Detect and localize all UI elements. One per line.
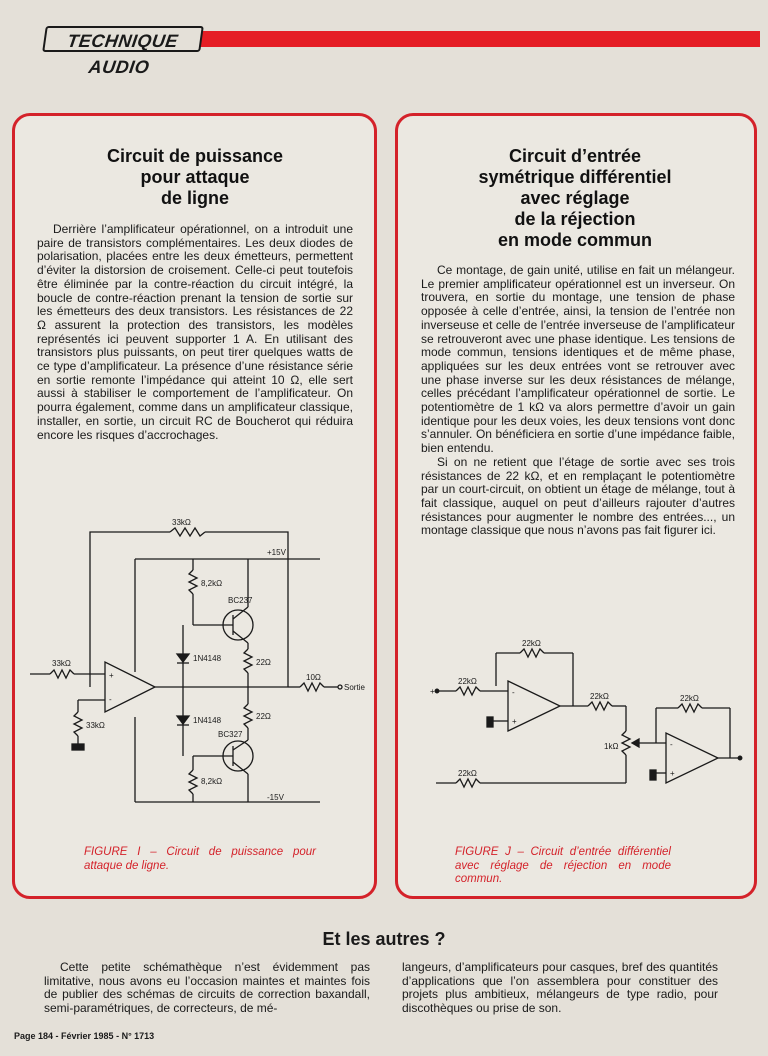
output-terminal (338, 685, 342, 689)
supply-neg-label: -15V (267, 793, 284, 802)
output-resistor-label: 10Ω (306, 673, 321, 682)
input-resistor-2-label: 22kΩ (458, 769, 477, 778)
feedback-resistor-1 (520, 649, 544, 657)
emitter-resistor-bottom-label: 22Ω (256, 712, 271, 721)
diode-bottom-label: 1N4148 (193, 716, 222, 725)
opamp-1-minus: - (512, 688, 515, 697)
right-panel-title (420, 146, 730, 251)
right-body-paragraph: Si on ne retient que l’étage de sortie avec ses trois résistances de 22 kΩ, et en remplaçant le potentiomètre par un court-circuit, on obtient un étage de mélange, tout à fait classique, auquel on peut d’ailleurs rajouter d’autres résistances pour augmenter le nombre des entrées..., un montage classique que nous n’avons pas fait figurer ici. (421, 454, 735, 538)
figure-j-caption: FIGURE J – Circuit d’entrée différentiel avec réglage de réjection en mode commun. (455, 846, 671, 885)
potentiometer-wiper (632, 739, 639, 747)
feedback-resistor-label: 33kΩ (172, 518, 191, 527)
right-title-line: de la réjection (514, 209, 636, 229)
emitter-resistor-bottom (244, 704, 252, 728)
bias-resistor-bottom (189, 770, 197, 794)
ground-resistor (74, 712, 82, 736)
right-title-line: avec réglage (520, 188, 630, 208)
right-title-line: en mode commun (497, 230, 653, 250)
feedback-resistor-1-label: 22kΩ (522, 639, 541, 648)
feedback-resistor-2 (678, 704, 702, 712)
input-resistor-label: 33kΩ (52, 659, 71, 668)
bias-resistor-top (189, 570, 197, 594)
header-red-bar (200, 31, 760, 47)
emitter-resistor-top-label: 22Ω (256, 658, 271, 667)
bottom-column-2: langeurs, d’amplificateurs pour casques, bref des quantités d’applications que l’on assemblera pour constituer des projets plus ambitieux, mélangeurs de type radio, pour discothèques ou prise de son. (402, 960, 718, 1016)
feedback-wire (90, 532, 170, 687)
input-plus-label: + (430, 687, 435, 696)
figure-i-caption: FIGURE I – Circuit de puissance pour attaque de ligne. (84, 846, 316, 872)
opamp-figure-i (105, 662, 155, 712)
bottom-column-1: Cette petite schémathèque n’est évidemment pas limitative, nous avons eu l’occasion maintes et maintes fois de publier des schémas de circuits de correction baxandall, semi-paramétriques, de correcteurs, de mé- (44, 960, 370, 1016)
bottom-section-title: Et les autres ? (322, 929, 446, 949)
supply-pos-label: +15V (267, 548, 286, 557)
left-title-line: pour attaque (140, 167, 250, 187)
ground-resistor-label: 33kΩ (86, 721, 105, 730)
mix-resistor-1 (588, 702, 612, 710)
page-footer: Page 184 - Février 1985 - N° 1713 (14, 1031, 155, 1041)
right-title-line: symétrique différentiel (478, 167, 672, 187)
left-title-line: Circuit de puissance (106, 146, 284, 166)
right-panel-body (421, 264, 735, 538)
opamp-1-plus: + (512, 717, 517, 726)
input-resistor-2 (456, 779, 480, 787)
diode-top-label: 1N4148 (193, 654, 222, 663)
potentiometer-label: 1kΩ (604, 742, 619, 751)
figure-i-schematic (30, 512, 370, 812)
section-label: TECHNIQUE AUDIO (42, 26, 204, 52)
opamp-2-minus: - (670, 740, 673, 749)
bias-resistor-top-label: 8,2kΩ (201, 579, 223, 588)
opamp-2-plus: + (670, 769, 675, 778)
transistor-top-label: BC237 (228, 596, 253, 605)
ground-symbol (72, 744, 84, 750)
diode-bottom (177, 716, 189, 724)
output-label: Sortie (344, 683, 365, 692)
opamp-minus: - (109, 695, 112, 704)
ground-symbol-1 (487, 717, 493, 727)
mix-resistor-1-label: 22kΩ (590, 692, 609, 701)
left-panel-body (37, 223, 353, 442)
input-resistor-1 (456, 687, 480, 695)
diode-top (177, 654, 189, 662)
input-resistor (50, 670, 74, 678)
left-panel-title (40, 146, 350, 209)
ground-symbol-2 (650, 770, 656, 780)
right-title-line: Circuit d’entrée (508, 146, 642, 166)
opamp-plus: + (109, 671, 114, 680)
feedback-resistor (170, 528, 205, 536)
input-resistor-1-label: 22kΩ (458, 677, 477, 686)
transistor-bottom-label: BC327 (218, 730, 243, 739)
feedback-resistor-2-label: 22kΩ (680, 694, 699, 703)
potentiometer (622, 731, 630, 755)
right-body-paragraph: Ce montage, de gain unité, utilise en fait un mélangeur. Le premier amplificateur opérationnel est un inverseur. On trouvera, en sortie du montage, une tension de phase opposée à celle d’entrée, ainsi, la tension de l’entrée non inverseuse et celle de l’entrée inverseuse de l’amplificateur se retrouveront avec une phase identique. Les tensions de mode commun, tensions identiques et de même phase, appliquées sur les deux entrées vont se retrouver avec une phase inverse sur les deux résistances de mélange, celles précédant l’amplificateur opérationnel de sortie. Le potentiomètre de 1 kΩ va alors permettre d’avoir un gain identique pour les deux voies, les deux tensions vont donc s’annuler. On bénéficiera en sortie d’une impédance faible, bien entendu. (421, 263, 735, 456)
bias-resistor-bottom-label: 8,2kΩ (201, 777, 223, 786)
emitter-resistor-top (244, 649, 252, 673)
left-body-paragraph: Derrière l’amplificateur opérationnel, on a introduit une paire de transistors complémentaires. Les deux diodes de polarisation, placées entre les deux émetteurs, permettent d’éviter la distorsion de croisement. Celle-ci peut toutefois être éliminée par la contre-réaction du circuit intégré, la boucle de contre-réaction prenant la tension de sortie sur les émetteurs des deux transistors. Les résistances de 22 Ω assurent la protection des transistors, les modèles représentés ici peuvent supporter 1 A. En utilisant des transistors plus puissants, on peut tirer quelques watts de ce type d’amplificateur. La présence d’une résistance série en sortie remonte l’impédance qui atteint 10 Ω, elle sert aussi à stabiliser le comportement de l’amplificateur. On pourra également, comme dans un amplificateur classique, installer, en sortie, un circuit RC de Boucherot qui réduira encore les risques d’accrochages. (37, 222, 353, 442)
left-title-line: de ligne (160, 188, 229, 208)
output-resistor (300, 683, 324, 691)
figure-j-schematic (428, 636, 748, 796)
